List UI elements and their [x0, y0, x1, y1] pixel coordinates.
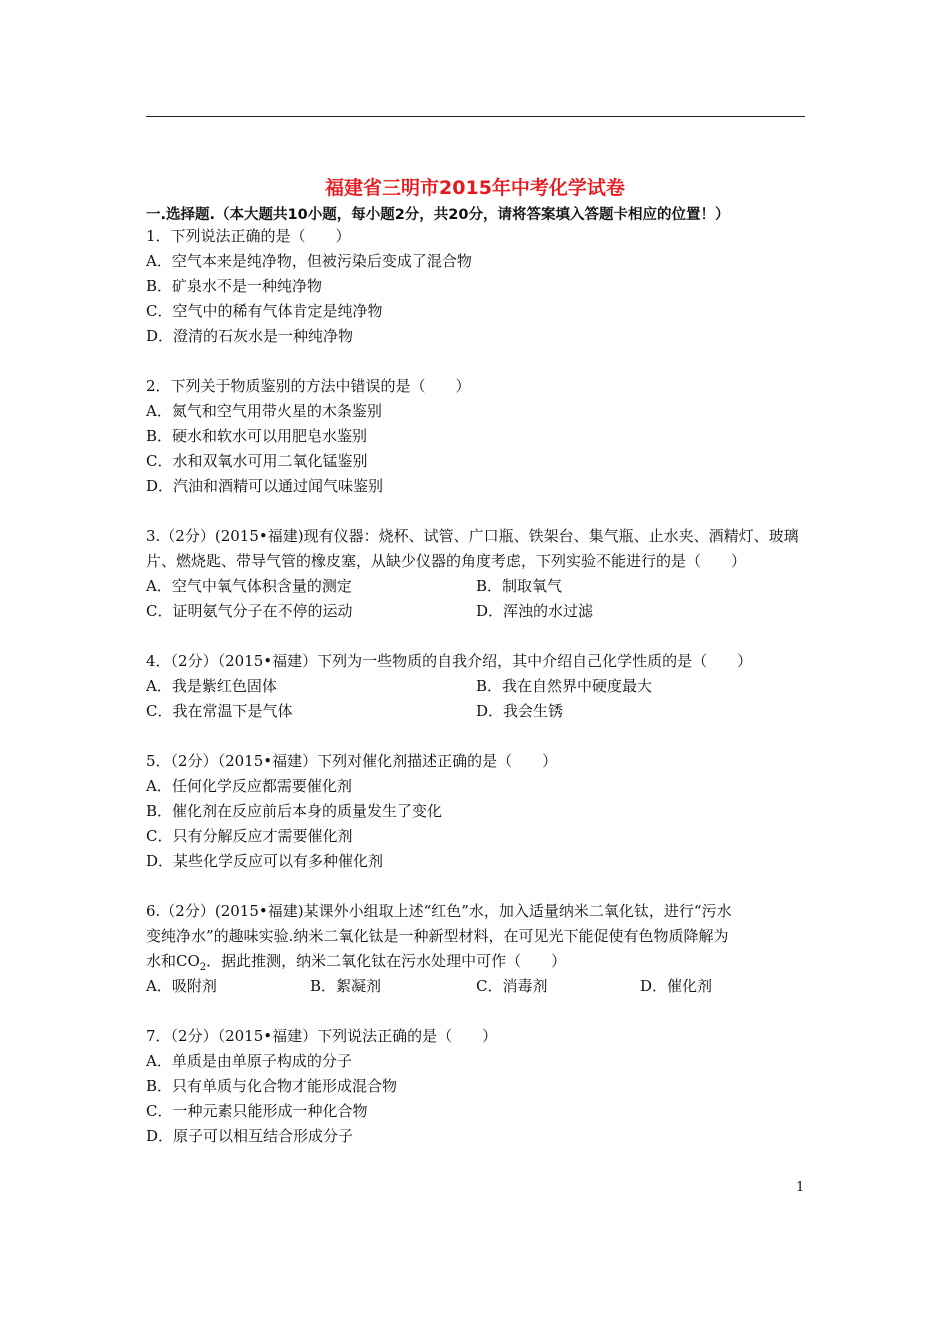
section-heading: 一.选择题.（本大题共10小题，每小题2分，共20分，请将答案填入答题卡相应的位置！） [146, 207, 730, 223]
q4-option-c: C．我在常温下是气体 [146, 702, 293, 720]
q7-option-b: B．只有单质与化合物才能形成混合物 [146, 1077, 398, 1095]
q2-option-a: A．氮气和空气用带火星的木条鉴别 [146, 402, 382, 420]
header-rule [146, 116, 805, 117]
q5-stem: 5．（2分）（2015•福建）下列对催化剂描述正确的是（ ） [146, 752, 558, 770]
q3-stem-line1: 3.（2分）(2015•福建)现有仪器：烧杯、试管、广口瓶、铁架台、集气瓶、止水夹、酒精灯、玻璃 [146, 527, 799, 545]
q6-co2-subscript: 2 [199, 962, 207, 973]
q3-option-d: D．浑浊的水过滤 [476, 602, 594, 620]
q2-option-b: B．硬水和软水可以用肥皂水鉴别 [146, 427, 368, 445]
q3-option-c: C．证明氨气分子在不停的运动 [146, 602, 353, 620]
q4-option-a: A．我是紫红色固体 [146, 677, 277, 695]
q6-option-b: B．絮凝剂 [310, 977, 382, 995]
q5-option-b: B．催化剂在反应前后本身的质量发生了变化 [146, 802, 443, 820]
q6-stem-line1: 6.（2分）(2015•福建)某课外小组取上述“红色”水，加入适量纳米二氧化钛，进行“污水 [146, 902, 732, 920]
q1-option-d: D．澄清的石灰水是一种纯净物 [146, 327, 354, 345]
q6-stem-line3 [146, 951, 566, 978]
q1-option-c: C．空气中的稀有气体肯定是纯净物 [146, 302, 383, 320]
exam-title: 福建省三明市2015年中考化学试卷 [325, 177, 625, 199]
q6-option-a: A．吸附剂 [146, 977, 217, 995]
q7-option-d: D．原子可以相互结合形成分子 [146, 1127, 354, 1145]
q5-option-d: D．某些化学反应可以有多种催化剂 [146, 852, 384, 870]
q1-option-a: A．空气本来是纯净物，但被污染后变成了混合物 [146, 252, 472, 270]
q4-option-b: B．我在自然界中硬度最大 [476, 677, 653, 695]
q2-option-d: D．汽油和酒精可以通过闻气味鉴别 [146, 477, 384, 495]
q1-option-b: B．矿泉水不是一种纯净物 [146, 277, 323, 295]
q3-stem-line2: 片、燃烧匙、带导气管的橡皮塞，从缺少仪器的角度考虑，下列实验不能进行的是（ ） [146, 552, 747, 570]
q1-stem: 1．下列说法正确的是（ ） [146, 227, 351, 245]
page-number: 1 [796, 1180, 805, 1195]
q6-stem-line2: 变纯净水”的趣味实验.纳米二氧化钛是一种新型材料，在可见光下能促使有色物质降解为 [146, 927, 729, 945]
q2-option-c: C．水和双氧水可用二氧化锰鉴别 [146, 452, 368, 470]
q5-option-c: C．只有分解反应才需要催化剂 [146, 827, 353, 845]
q6-stem-line3-post: ．据此推测，纳米二氧化钛在污水处理中可作（ ） [206, 952, 567, 970]
q4-stem: 4．（2分）（2015•福建）下列为一些物质的自我介绍，其中介绍自己化学性质的是（ ） [146, 652, 753, 670]
q3-option-b: B．制取氧气 [476, 577, 563, 595]
q6-option-d: D．催化剂 [640, 977, 713, 995]
q3-option-a: A．空气中氧气体积含量的测定 [146, 577, 352, 595]
q4-option-d: D．我会生锈 [476, 702, 564, 720]
q5-option-a: A．任何化学反应都需要催化剂 [146, 777, 352, 795]
q6-stem-line3-pre: 水和CO [146, 952, 200, 970]
q7-option-a: A．单质是由单原子构成的分子 [146, 1052, 352, 1070]
q2-stem: 2．下列关于物质鉴别的方法中错误的是（ ） [146, 377, 471, 395]
q7-stem: 7．（2分）（2015•福建）下列说法正确的是（ ） [146, 1027, 498, 1045]
q6-option-c: C．消毒剂 [476, 977, 548, 995]
q7-option-c: C．一种元素只能形成一种化合物 [146, 1102, 368, 1120]
